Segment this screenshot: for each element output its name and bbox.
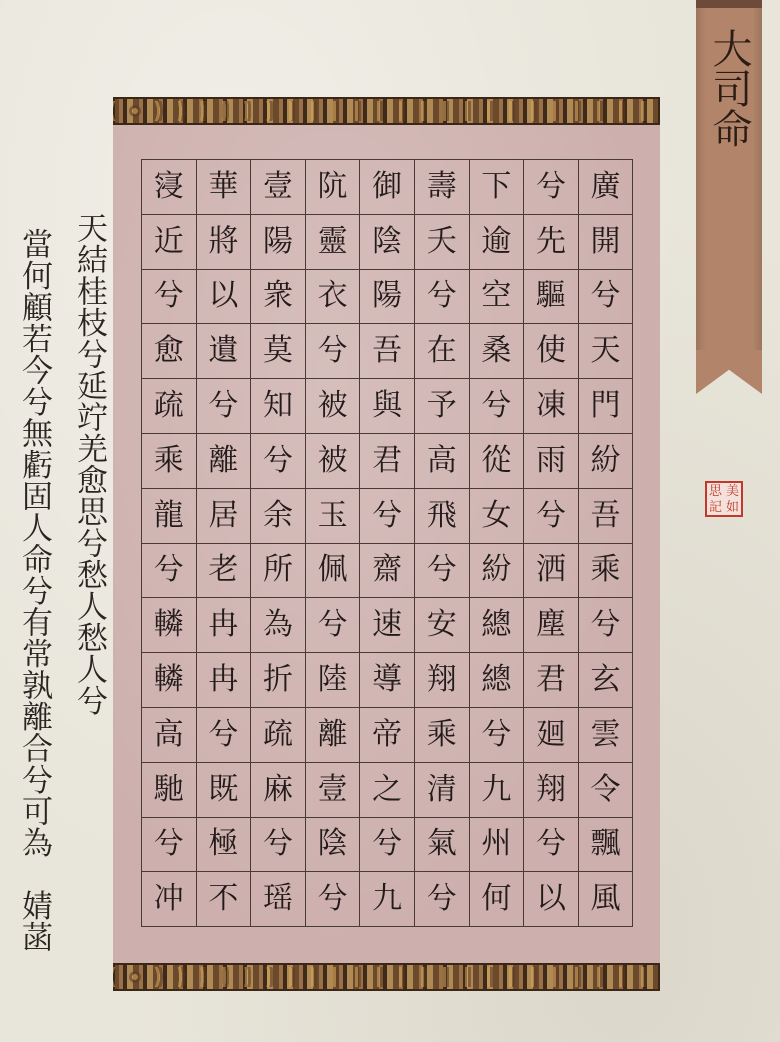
grid-cell: 廣 [579, 160, 634, 215]
grid-cell: 令 [579, 763, 634, 818]
grid-cell: 轔 [142, 653, 197, 708]
grid-cell: 余 [251, 489, 306, 544]
grid-cell: 天 [579, 324, 634, 379]
brocade-band-bottom [113, 963, 660, 991]
title: 大司命 [706, 28, 752, 148]
grid-cell: 兮 [524, 160, 579, 215]
grid-cell: 陽 [251, 215, 306, 270]
seal-char: 記 [708, 499, 722, 515]
grid-cell: 靈 [306, 215, 361, 270]
grid-cell: 君 [524, 653, 579, 708]
grid-cell: 兮 [142, 544, 197, 599]
grid-cell: 速 [360, 598, 415, 653]
grid-cell: 洒 [524, 544, 579, 599]
grid-cell: 兮 [579, 270, 634, 325]
grid-cell: 瑶 [251, 872, 306, 927]
grid-cell: 兮 [251, 434, 306, 489]
grid-cell: 既 [197, 763, 252, 818]
grid-cell: 兮 [415, 872, 470, 927]
inscription-column-1: 天結桂枝兮延竚羌愈思兮愁人愁人兮 [71, 212, 107, 716]
red-seal-stamp [705, 481, 743, 517]
grid-cell: 阬 [306, 160, 361, 215]
grid-cell: 夭 [415, 215, 470, 270]
grid-cell: 女 [470, 489, 525, 544]
grid-cell: 寖 [142, 160, 197, 215]
grid-cell: 離 [306, 708, 361, 763]
grid-cell: 總 [470, 653, 525, 708]
grid-cell: 陸 [306, 653, 361, 708]
grid-cell: 桑 [470, 324, 525, 379]
grid-cell: 高 [415, 434, 470, 489]
grid-cell: 兮 [415, 544, 470, 599]
grid-cell: 雨 [524, 434, 579, 489]
grid-cell: 清 [415, 763, 470, 818]
grid-cell: 陰 [306, 818, 361, 873]
grid-cell: 衆 [251, 270, 306, 325]
grid-cell: 衣 [306, 270, 361, 325]
grid-cell: 兮 [360, 489, 415, 544]
grid-cell: 空 [470, 270, 525, 325]
grid-cell: 玉 [306, 489, 361, 544]
grid-cell: 壹 [251, 160, 306, 215]
grid-cell: 何 [470, 872, 525, 927]
grid-cell: 兮 [142, 270, 197, 325]
grid-cell: 壽 [415, 160, 470, 215]
grid-cell: 極 [197, 818, 252, 873]
brocade-band-top [113, 97, 660, 125]
grid-cell: 壹 [306, 763, 361, 818]
grid-cell: 以 [197, 270, 252, 325]
grid-cell: 導 [360, 653, 415, 708]
grid-cell: 所 [251, 544, 306, 599]
grid-cell: 州 [470, 818, 525, 873]
grid-cell: 高 [142, 708, 197, 763]
grid-cell: 居 [197, 489, 252, 544]
grid-cell: 氣 [415, 818, 470, 873]
grid-cell: 逾 [470, 215, 525, 270]
grid-cell: 龍 [142, 489, 197, 544]
grid-cell: 總 [470, 598, 525, 653]
grid-cell: 吾 [579, 489, 634, 544]
grid-cell: 帝 [360, 708, 415, 763]
grid-cell: 御 [360, 160, 415, 215]
grid-cell: 知 [251, 379, 306, 434]
grid-cell: 乘 [415, 708, 470, 763]
grid-cell: 兮 [470, 708, 525, 763]
grid-cell: 將 [197, 215, 252, 270]
grid-cell: 兮 [306, 324, 361, 379]
grid-cell: 被 [306, 434, 361, 489]
grid-cell: 君 [360, 434, 415, 489]
grid-cell: 玄 [579, 653, 634, 708]
grid-cell: 與 [360, 379, 415, 434]
grid-cell: 風 [579, 872, 634, 927]
grid-cell: 麻 [251, 763, 306, 818]
grid-cell: 九 [470, 763, 525, 818]
grid-cell: 遺 [197, 324, 252, 379]
grid-cell: 兮 [251, 818, 306, 873]
grid-cell: 齋 [360, 544, 415, 599]
seal-char: 美 [725, 483, 739, 499]
grid-cell: 予 [415, 379, 470, 434]
grid-cell: 陽 [360, 270, 415, 325]
grid-cell: 離 [197, 434, 252, 489]
grid-cell: 乘 [142, 434, 197, 489]
character-grid [141, 159, 633, 927]
grid-cell: 塵 [524, 598, 579, 653]
grid-cell: 兮 [524, 489, 579, 544]
grid-cell: 門 [579, 379, 634, 434]
grid-cell: 折 [251, 653, 306, 708]
grid-cell: 使 [524, 324, 579, 379]
grid-cell: 兮 [360, 818, 415, 873]
grid-cell: 驅 [524, 270, 579, 325]
inscription-column-2: 當何顧若今兮無虧固人命兮有常孰離合兮可為 婧菡 [16, 228, 52, 953]
grid-cell: 兮 [524, 818, 579, 873]
grid-cell: 飄 [579, 818, 634, 873]
grid-cell: 凍 [524, 379, 579, 434]
grid-cell: 疏 [251, 708, 306, 763]
grid-cell: 被 [306, 379, 361, 434]
grid-cell: 從 [470, 434, 525, 489]
grid-cell: 九 [360, 872, 415, 927]
grid-cell: 馳 [142, 763, 197, 818]
grid-cell: 開 [579, 215, 634, 270]
grid-cell: 為 [251, 598, 306, 653]
grid-cell: 陰 [360, 215, 415, 270]
seal-char: 如 [725, 499, 739, 515]
grid-cell: 之 [360, 763, 415, 818]
grid-cell: 近 [142, 215, 197, 270]
grid-cell: 愈 [142, 324, 197, 379]
grid-cell: 紛 [470, 544, 525, 599]
grid-cell: 莫 [251, 324, 306, 379]
grid-cell: 先 [524, 215, 579, 270]
grid-cell: 雲 [579, 708, 634, 763]
grid-cell: 兮 [197, 379, 252, 434]
grid-cell: 在 [415, 324, 470, 379]
grid-cell: 安 [415, 598, 470, 653]
grid-cell: 紛 [579, 434, 634, 489]
grid-cell: 乘 [579, 544, 634, 599]
seal-char: 思 [708, 483, 722, 499]
grid-cell: 兮 [142, 818, 197, 873]
grid-cell: 佩 [306, 544, 361, 599]
grid-cell: 翔 [524, 763, 579, 818]
grid-cell: 兮 [197, 708, 252, 763]
grid-cell: 兮 [579, 598, 634, 653]
grid-cell: 冉 [197, 598, 252, 653]
grid-cell: 廻 [524, 708, 579, 763]
grid-cell: 以 [524, 872, 579, 927]
grid-cell: 冉 [197, 653, 252, 708]
grid-cell: 老 [197, 544, 252, 599]
grid-cell: 飛 [415, 489, 470, 544]
grid-cell: 轔 [142, 598, 197, 653]
grid-cell: 下 [470, 160, 525, 215]
grid-cell: 兮 [470, 379, 525, 434]
grid-cell: 兮 [306, 872, 361, 927]
grid-cell: 吾 [360, 324, 415, 379]
grid-cell: 冲 [142, 872, 197, 927]
grid-cell: 不 [197, 872, 252, 927]
grid-cell: 疏 [142, 379, 197, 434]
grid-cell: 兮 [415, 270, 470, 325]
grid-cell: 華 [197, 160, 252, 215]
grid-cell: 兮 [306, 598, 361, 653]
grid-cell: 翔 [415, 653, 470, 708]
